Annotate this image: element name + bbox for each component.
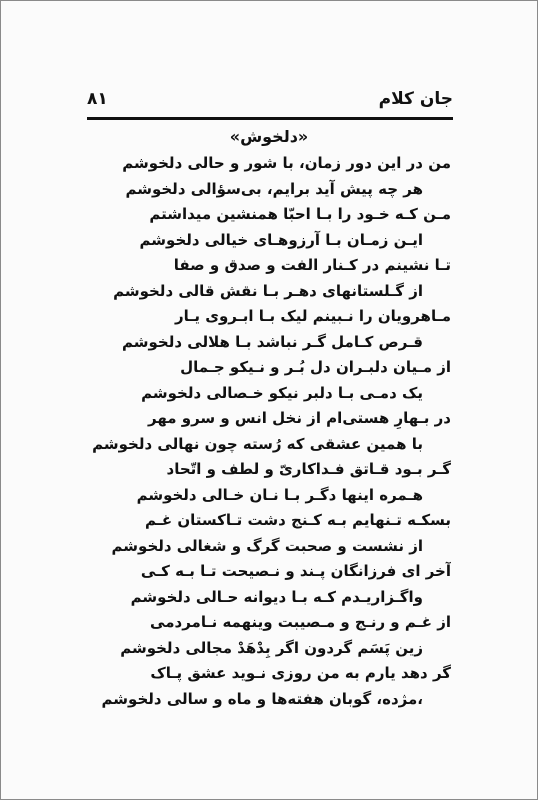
poem-line: گـر بـود قـاتق فـداکاریّ و لطف و اتّحاد (166, 460, 451, 478)
poem-line: آخر ای فرزانگان پـند و نـصیحت تـا بـه کـی (140, 562, 451, 580)
poem-line: زین پَسَم گردون اگر بِدْهَدْ مجالی دلخوشم (120, 638, 423, 657)
book-title: جان کلام (378, 89, 453, 109)
poem-line: ،مژده، گوبان هفته‌ها و ماه و سالی دلخوشم (101, 689, 423, 708)
poem-line: بسکـه تـنهایم بـه کـنج دشت تـاکستان غـم (144, 511, 451, 529)
poem-line: در بـهارِ هستی‌ام از نخل انس و سرو مهر (148, 409, 451, 427)
poem-line: هـمره اینها دگـر بـا نـان خـالی دلخوشم (136, 485, 423, 504)
poem-line: هر چه پیش آید برایم، بی‌سؤالی دلخوشم (125, 179, 423, 198)
header-rule (87, 117, 453, 120)
poem-line: واگـزاریـدم کـه بـا دیوانه حـالی دلخوشم (130, 587, 423, 606)
poem-line: قـرص کـامل گـر نباشد بـا هلالی دلخوشم (122, 332, 423, 351)
page-number: ۸۱ (87, 89, 108, 109)
poem-line: من در این دور زمان، با شور و حالی دلخوشم (122, 154, 451, 172)
poem-line: از مـیان دلبـران دل بُـر و نـیکو جـمال (180, 358, 451, 376)
poem-line: مـاهرویان را نـبینم لیک بـا ابـروی یـار (174, 307, 451, 325)
poem-line: گر دهد یارم به من روزی نـوید عشق پـاک (150, 664, 451, 682)
poem-line: از گـلستانهای دهـر بـا نقش قالی دلخوشم (113, 281, 423, 300)
poem-body (85, 151, 451, 712)
poem-line: از غـم و رنـج و مـصیبت وینهمه نـامردمی (150, 613, 451, 631)
poem-line: ایـن زمـان بـا آرزوهـای خیالی دلخوشم (139, 230, 423, 249)
poem-line: یک دمـی بـا دلبر نیکو خـصالی دلخوشم (141, 383, 423, 402)
poem-title: «دلخوش» (229, 127, 309, 146)
poem-line: با همین عشقی که رُسته چون نهالی دلخوشم (92, 434, 423, 453)
poem-line: تـا نشینم در کـنار الفت و صدق و صفا (173, 256, 451, 274)
poem-line: مـن کـه خـود را بـا احبّا همنشین میداشتم (149, 205, 451, 223)
page-header (87, 89, 453, 115)
poem-line: از نشست و صحبت گرگ و شغالی دلخوشم (111, 536, 423, 555)
